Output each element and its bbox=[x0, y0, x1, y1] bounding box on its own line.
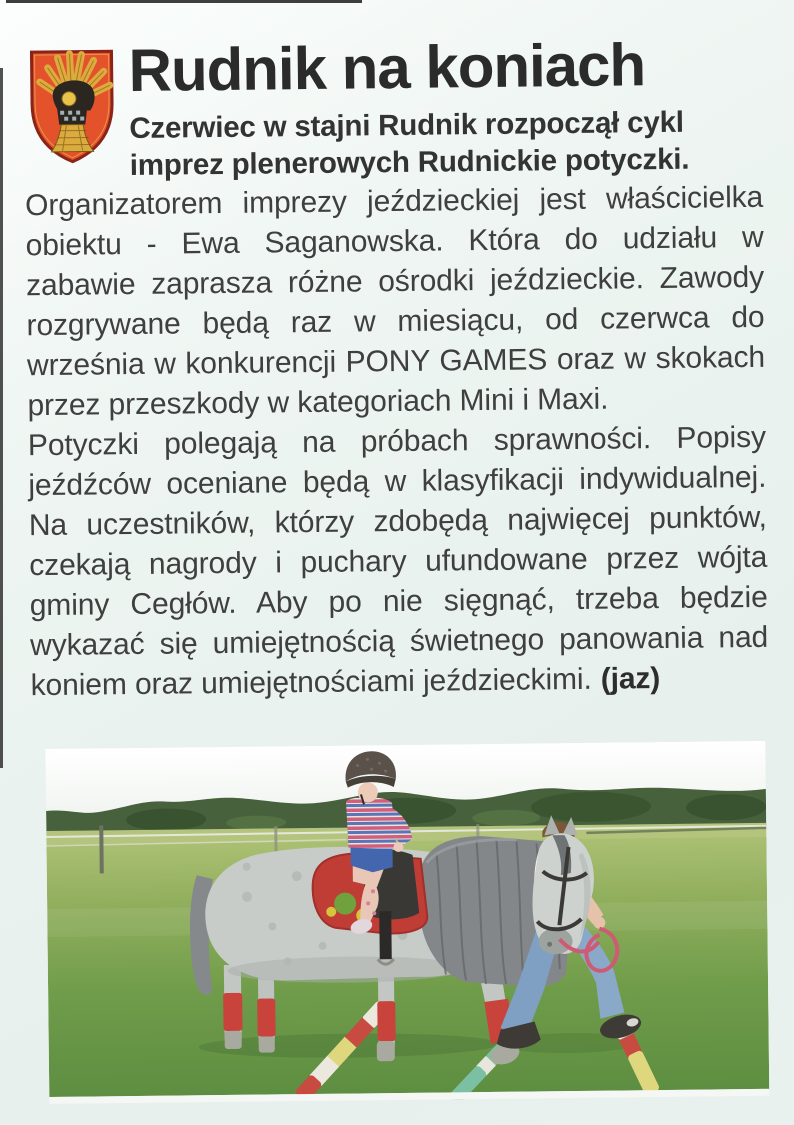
article-byline: (jaz) bbox=[600, 662, 661, 696]
article-photo bbox=[45, 741, 769, 1104]
subtitle-line-2: imprez plenerowych Rudnickie potyczki. bbox=[129, 142, 690, 183]
pony-photo-illustration bbox=[45, 741, 769, 1104]
article-title: Rudnik na koniach bbox=[128, 31, 646, 105]
paragraph-2-text: Potyczki polegają na próbach sprawności. Popisy jeźdźców oceniane będą w klasyfikacji indywidualnej. Na uczestników, którzy zdobędą najwięcej punktów, czekają nagrody i puchary ufundowane przez wójta gminy Cegłów. Aby po nie sięgnąć, trzeba będzie wykazać się umiejętnością świetnego panowania nad koniem oraz umiejętnościami jeździeckimi. bbox=[27, 420, 769, 703]
article-header bbox=[128, 32, 780, 184]
article-paragraph-1: Organizatorem imprezy jeździeckiej jest właścicielka obiektu - Ewa Saganowska. Która do udziału w zabawie zaprasza różne ośrodki jeździeckie. Zawody rozgrywane będą raz w miesiącu, od czerwca do września w konkurencji PONY GAMES oraz w skokach przez przeszkody w kategoriach Mini i Maxi. bbox=[25, 180, 766, 423]
article-paragraph-2 bbox=[28, 418, 769, 706]
article-subtitle bbox=[129, 103, 780, 184]
ceglow-crest-icon bbox=[25, 47, 118, 166]
subtitle-line-1: Czerwiec w stajni Rudnik rozpoczął cykl bbox=[129, 105, 685, 146]
article-body bbox=[25, 178, 769, 706]
